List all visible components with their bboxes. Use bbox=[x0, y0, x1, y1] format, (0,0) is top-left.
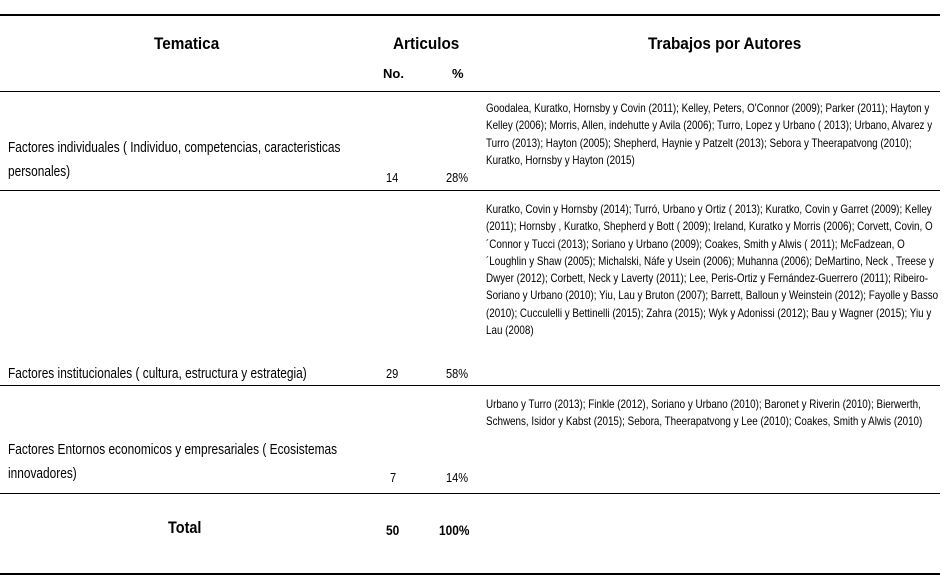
bottom-rule bbox=[0, 573, 940, 575]
header-no: No. bbox=[383, 66, 404, 81]
row-2-pct: 58% bbox=[446, 366, 469, 381]
row-1-pct: 28% bbox=[446, 170, 469, 185]
total-rule bbox=[0, 493, 940, 494]
row-3-pct: 14% bbox=[446, 470, 469, 485]
total-label: Total bbox=[168, 518, 202, 537]
header-pct: % bbox=[452, 66, 464, 81]
row-1-no: 14 bbox=[386, 170, 399, 185]
header-theme: Tematica bbox=[154, 34, 220, 53]
row-3-no: 7 bbox=[390, 470, 397, 485]
row-3-works: Urbano y Turro (2013); Finkle (2012), Soriano y Urbano (2010); Baronet y Riverin (2010); Bierwerth, Schwens, Isidor y Kabst (2015); Sebora, Theerapatvong y Lee (2010); Coakes, Smith y Alwis (2010) bbox=[486, 397, 923, 429]
row-1-works: Goodalea, Kuratko, Hornsby y Covin (2011); Kelley, Peters, O'Connor (2009); Parker (2011); Hayton y Kelley (2006); Morris, Allen, indehutte y Avila (2006); Turro, Lopez y Urbano ( 2013); Urbano, Alvarez y Turro (2013); Hayton (2005); Shepherd, Haynie y Patzelt (2013); Sebora y Theerapatvong (2010); Kuratko, Hornsby y Hayton (2015) bbox=[486, 101, 933, 167]
row-1-theme-text: Factores individuales ( Individuo, competencias, caracteristicas personales) bbox=[8, 140, 341, 180]
total-no: 50 bbox=[386, 522, 400, 538]
total-pct: 100% bbox=[439, 522, 470, 538]
header-rule bbox=[0, 91, 940, 92]
row-2-works: Kuratko, Covin y Hornsby (2014); Turró, Urbano y Ortiz ( 2013); Kuratko, Covin y Garret (2009); Kelley (2011); Hornsby , Kuratko, Shepherd y Bott ( 2009); Ireland, Kuratko y Morris (2006); Corvett, Covin, O´Connor y Tucci (2013); Soriano y Urbano (2009); Coakes, Smith y Alwis ( 2011); McFadzean, O´Loughlin y Shaw (2005); Michalski, Náfe y Usein (2006); Muhanna (2006); DeMartino, Neck , Treese y Dwyer (2012); Corbett, Neck y Laverty (2011); Lee, Peris-Ortiz y Fernández-Guerrero (2011); Ribeiro-Soriano y Urbano (2010); Yiu, Lau y Bruton (2007); Barrett, Balloun y Weinstein (2012); Fayolle y Basso (2010); Cucculelli y Bettinelli (2015); Zahra (2015); Wyk y Adonissi (2012); Bau y Wagner (2015); Yiu y Lau (2008) bbox=[486, 202, 939, 338]
row-3-theme: Factores Entornos economicos y empresariales ( Ecosistemas innovadores) bbox=[8, 442, 338, 482]
top-rule bbox=[0, 14, 940, 16]
header-works: Trabajos por Autores bbox=[648, 34, 802, 53]
row-2-no: 29 bbox=[386, 366, 399, 381]
header-articles: Articulos bbox=[393, 34, 460, 53]
row-2-theme: Factores institucionales ( cultura, estructura y estrategia) bbox=[8, 366, 307, 382]
